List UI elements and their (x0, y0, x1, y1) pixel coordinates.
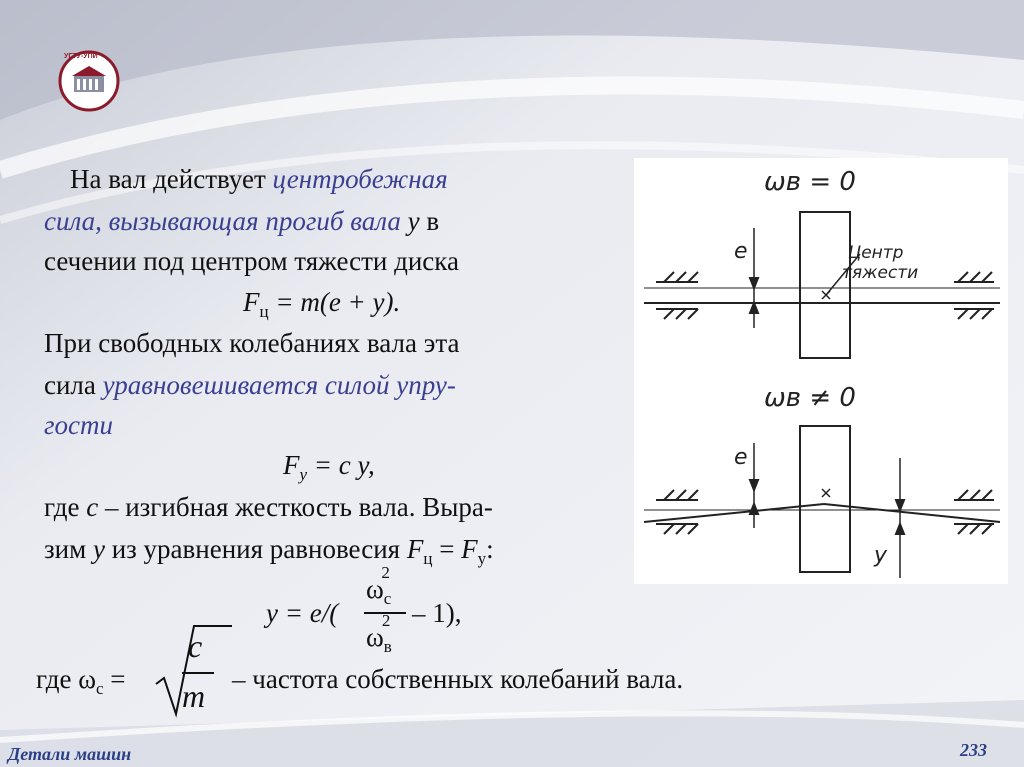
highlight-text: уравновешивается силой упру- (102, 370, 456, 400)
footer-course-title: Детали машин (8, 744, 132, 764)
label-gravity: тяжести (842, 263, 919, 283)
formula-F: F (283, 450, 300, 480)
text: где (44, 492, 87, 522)
formula-F: F (461, 534, 478, 564)
logo-text: УГТУ-УПИ (64, 53, 98, 60)
formula-rhs: = m(e + y). (268, 287, 401, 317)
formula-F: F (406, 534, 424, 564)
highlight-text: центробежная (272, 164, 448, 194)
formula-F: F (243, 287, 260, 317)
label-center: Центр (848, 243, 904, 263)
formula-rhs: = c y, (307, 450, 375, 480)
label-e-top: e (734, 239, 748, 264)
university-logo (58, 50, 120, 112)
sqrt-numerator: c (188, 628, 203, 664)
formula-centrifugal (243, 289, 400, 320)
paragraph2-line2 (44, 372, 456, 399)
text: – изгибная жесткость вала. Выра- (98, 492, 493, 522)
formula-sub: ц (259, 302, 269, 321)
shaft-drawing (634, 158, 1008, 584)
sub: в (383, 637, 392, 656)
label-y: y (874, 543, 888, 568)
text: На вал действует (70, 164, 273, 194)
var-y: y (407, 206, 420, 236)
paragraph2-line1: При свободных колебаниях вала эта (44, 328, 460, 358)
text: из уравнения равновесия (104, 534, 407, 564)
formula-sub: y (299, 465, 308, 484)
formula-suffix: – частота собственных колебаний вала. (232, 664, 684, 694)
disk-top (800, 212, 850, 358)
text: в (419, 206, 440, 236)
sub: с (383, 589, 392, 608)
text: сила (44, 370, 103, 400)
label-omega-nonzero: ωв ≠ 0 (764, 383, 856, 413)
formula-sub: ц (423, 549, 433, 568)
formula-elastic (283, 452, 375, 483)
formula-prefix (36, 664, 126, 699)
formula-lhs: y = e/( (266, 598, 339, 628)
disk-bottom (800, 426, 850, 572)
fraction-bar (182, 672, 214, 674)
text: зим (44, 534, 93, 564)
paragraph1-line3: сечении под центром тяжести диска (44, 246, 459, 276)
equals: = (103, 664, 126, 694)
formula-sub: у (477, 549, 487, 568)
paragraph3-line2 (44, 536, 494, 567)
paragraph1-line1 (70, 166, 448, 193)
sub: c (95, 679, 104, 698)
text: : (486, 534, 494, 564)
omega: ω (366, 622, 384, 652)
label-omega-zero: ωв = 0 (764, 167, 856, 197)
paragraph2-line3: гости (44, 410, 114, 440)
var-c: c (86, 492, 99, 522)
formula-natural-frequency (36, 622, 816, 722)
sup: 2 (381, 611, 391, 630)
formula-rhs: – 1), (412, 598, 462, 628)
sup: 2 (381, 563, 390, 582)
page-number: 233 (960, 740, 987, 760)
shaft-diagram (634, 158, 1008, 584)
label-e-bottom: e (734, 445, 748, 470)
sqrt-denominator: m (182, 678, 206, 714)
paragraph1-line2 (44, 208, 439, 235)
omega: ω (366, 574, 384, 604)
highlight-text: сила, вызывающая прогиб вала (44, 206, 408, 236)
text: где ω (36, 664, 96, 694)
text: = (432, 534, 462, 564)
var-y: y (92, 534, 105, 564)
fraction-numerator (366, 563, 400, 609)
paragraph3-line1 (44, 494, 493, 521)
